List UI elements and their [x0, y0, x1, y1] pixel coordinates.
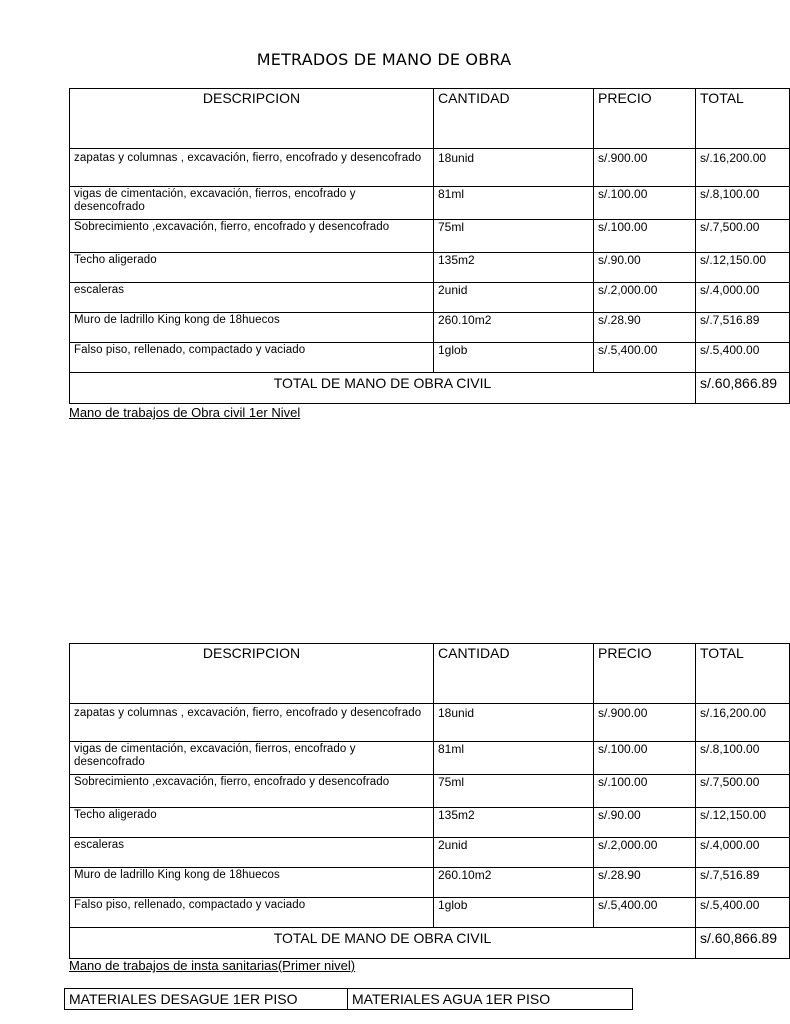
table-header-row	[70, 89, 790, 149]
table-row	[70, 283, 790, 313]
cell-descripcion: Sobrecimiento ,excavación, fierro, encofrado y desencofrado	[70, 775, 434, 808]
cell-total: s/.12,150.00	[696, 253, 790, 283]
cell-cantidad: 18unid	[434, 149, 594, 187]
table-row	[70, 220, 790, 253]
cell-cantidad: 1glob	[434, 898, 594, 928]
cell-precio: s/.28.90	[594, 868, 696, 898]
cell-descripcion: vigas de cimentación, excavación, fierros, encofrado y desencofrado	[70, 187, 434, 220]
cell-precio: s/.2,000.00	[594, 283, 696, 313]
header-precio: PRECIO	[594, 644, 696, 704]
cell-total: s/.5,400.00	[696, 898, 790, 928]
cell-precio: s/.90.00	[594, 808, 696, 838]
table-caption: Mano de trabajos de Obra civil 1er Nivel	[69, 405, 301, 420]
total-value: s/.60,866.89	[696, 373, 790, 404]
header-total: TOTAL	[696, 89, 790, 149]
materials-agua-label: MATERIALES AGUA 1ER PISO	[348, 989, 633, 1010]
cell-total: s/.8,100.00	[696, 187, 790, 220]
header-descripcion: DESCRIPCION	[70, 89, 434, 149]
table-row	[70, 149, 790, 187]
header-precio: PRECIO	[594, 89, 696, 149]
header-total: TOTAL	[696, 644, 790, 704]
cell-descripcion: Techo aligerado	[70, 808, 434, 838]
cell-total: s/.7,516.89	[696, 313, 790, 343]
cell-precio: s/.5,400.00	[594, 898, 696, 928]
labor-table-insta-sanitarias	[69, 643, 790, 959]
cell-precio: s/.100.00	[594, 742, 696, 775]
cell-cantidad: 18unid	[434, 704, 594, 742]
cell-precio: s/.100.00	[594, 220, 696, 253]
materials-header-row	[65, 989, 633, 1010]
cell-precio: s/.100.00	[594, 187, 696, 220]
table-row	[70, 808, 790, 838]
cell-cantidad: 75ml	[434, 220, 594, 253]
table-row	[70, 343, 790, 373]
header-cantidad: CANTIDAD	[434, 644, 594, 704]
cell-cantidad: 260.10m2	[434, 868, 594, 898]
table-row	[70, 704, 790, 742]
cell-cantidad: 81ml	[434, 187, 594, 220]
page-title: METRADOS DE MANO DE OBRA	[256, 50, 512, 69]
cell-total: s/.4,000.00	[696, 283, 790, 313]
table-row	[70, 187, 790, 220]
cell-total: s/.4,000.00	[696, 838, 790, 868]
cell-total: s/.7,500.00	[696, 220, 790, 253]
cell-descripcion: Falso piso, rellenado, compactado y vaciado	[70, 343, 434, 373]
table-caption: Mano de trabajos de insta sanitarias(Primer nivel)	[69, 958, 356, 973]
cell-total: s/.16,200.00	[696, 149, 790, 187]
cell-total: s/.12,150.00	[696, 808, 790, 838]
cell-precio: s/.90.00	[594, 253, 696, 283]
header-cantidad: CANTIDAD	[434, 89, 594, 149]
total-row	[70, 928, 790, 959]
total-label: TOTAL DE MANO DE OBRA CIVIL	[70, 373, 696, 404]
cell-precio: s/.900.00	[594, 704, 696, 742]
cell-cantidad: 2unid	[434, 283, 594, 313]
cell-precio: s/.2,000.00	[594, 838, 696, 868]
table-row	[70, 313, 790, 343]
cell-descripcion: Muro de ladrillo King kong de 18huecos	[70, 313, 434, 343]
cell-precio: s/.900.00	[594, 149, 696, 187]
materials-header-table	[64, 988, 633, 1010]
cell-descripcion: escaleras	[70, 283, 434, 313]
table-row	[70, 898, 790, 928]
table-row	[70, 253, 790, 283]
cell-descripcion: escaleras	[70, 838, 434, 868]
materials-desague-label: MATERIALES DESAGUE 1ER PISO	[65, 989, 348, 1010]
labor-table-obra-civil	[69, 88, 790, 404]
cell-precio: s/.100.00	[594, 775, 696, 808]
cell-cantidad: 81ml	[434, 742, 594, 775]
cell-precio: s/.5,400.00	[594, 343, 696, 373]
cell-total: s/.8,100.00	[696, 742, 790, 775]
cell-cantidad: 75ml	[434, 775, 594, 808]
cell-total: s/.16,200.00	[696, 704, 790, 742]
cell-total: s/.7,516.89	[696, 868, 790, 898]
cell-cantidad: 135m2	[434, 808, 594, 838]
cell-descripcion: Techo aligerado	[70, 253, 434, 283]
cell-cantidad: 2unid	[434, 838, 594, 868]
table-row	[70, 838, 790, 868]
cell-descripcion: Muro de ladrillo King kong de 18huecos	[70, 868, 434, 898]
cell-cantidad: 260.10m2	[434, 313, 594, 343]
cell-total: s/.7,500.00	[696, 775, 790, 808]
table-header-row	[70, 644, 790, 704]
total-value: s/.60,866.89	[696, 928, 790, 959]
table-row	[70, 775, 790, 808]
cell-descripcion: Falso piso, rellenado, compactado y vaciado	[70, 898, 434, 928]
total-label: TOTAL DE MANO DE OBRA CIVIL	[70, 928, 696, 959]
cell-cantidad: 135m2	[434, 253, 594, 283]
cell-descripcion: zapatas y columnas , excavación, fierro, encofrado y desencofrado	[70, 149, 434, 187]
cell-precio: s/.28.90	[594, 313, 696, 343]
table-row	[70, 868, 790, 898]
cell-descripcion: Sobrecimiento ,excavación, fierro, encofrado y desencofrado	[70, 220, 434, 253]
cell-descripcion: zapatas y columnas , excavación, fierro, encofrado y desencofrado	[70, 704, 434, 742]
cell-descripcion: vigas de cimentación, excavación, fierros, encofrado y desencofrado	[70, 742, 434, 775]
total-row	[70, 373, 790, 404]
table-row	[70, 742, 790, 775]
cell-total: s/.5,400.00	[696, 343, 790, 373]
header-descripcion: DESCRIPCION	[70, 644, 434, 704]
cell-cantidad: 1glob	[434, 343, 594, 373]
